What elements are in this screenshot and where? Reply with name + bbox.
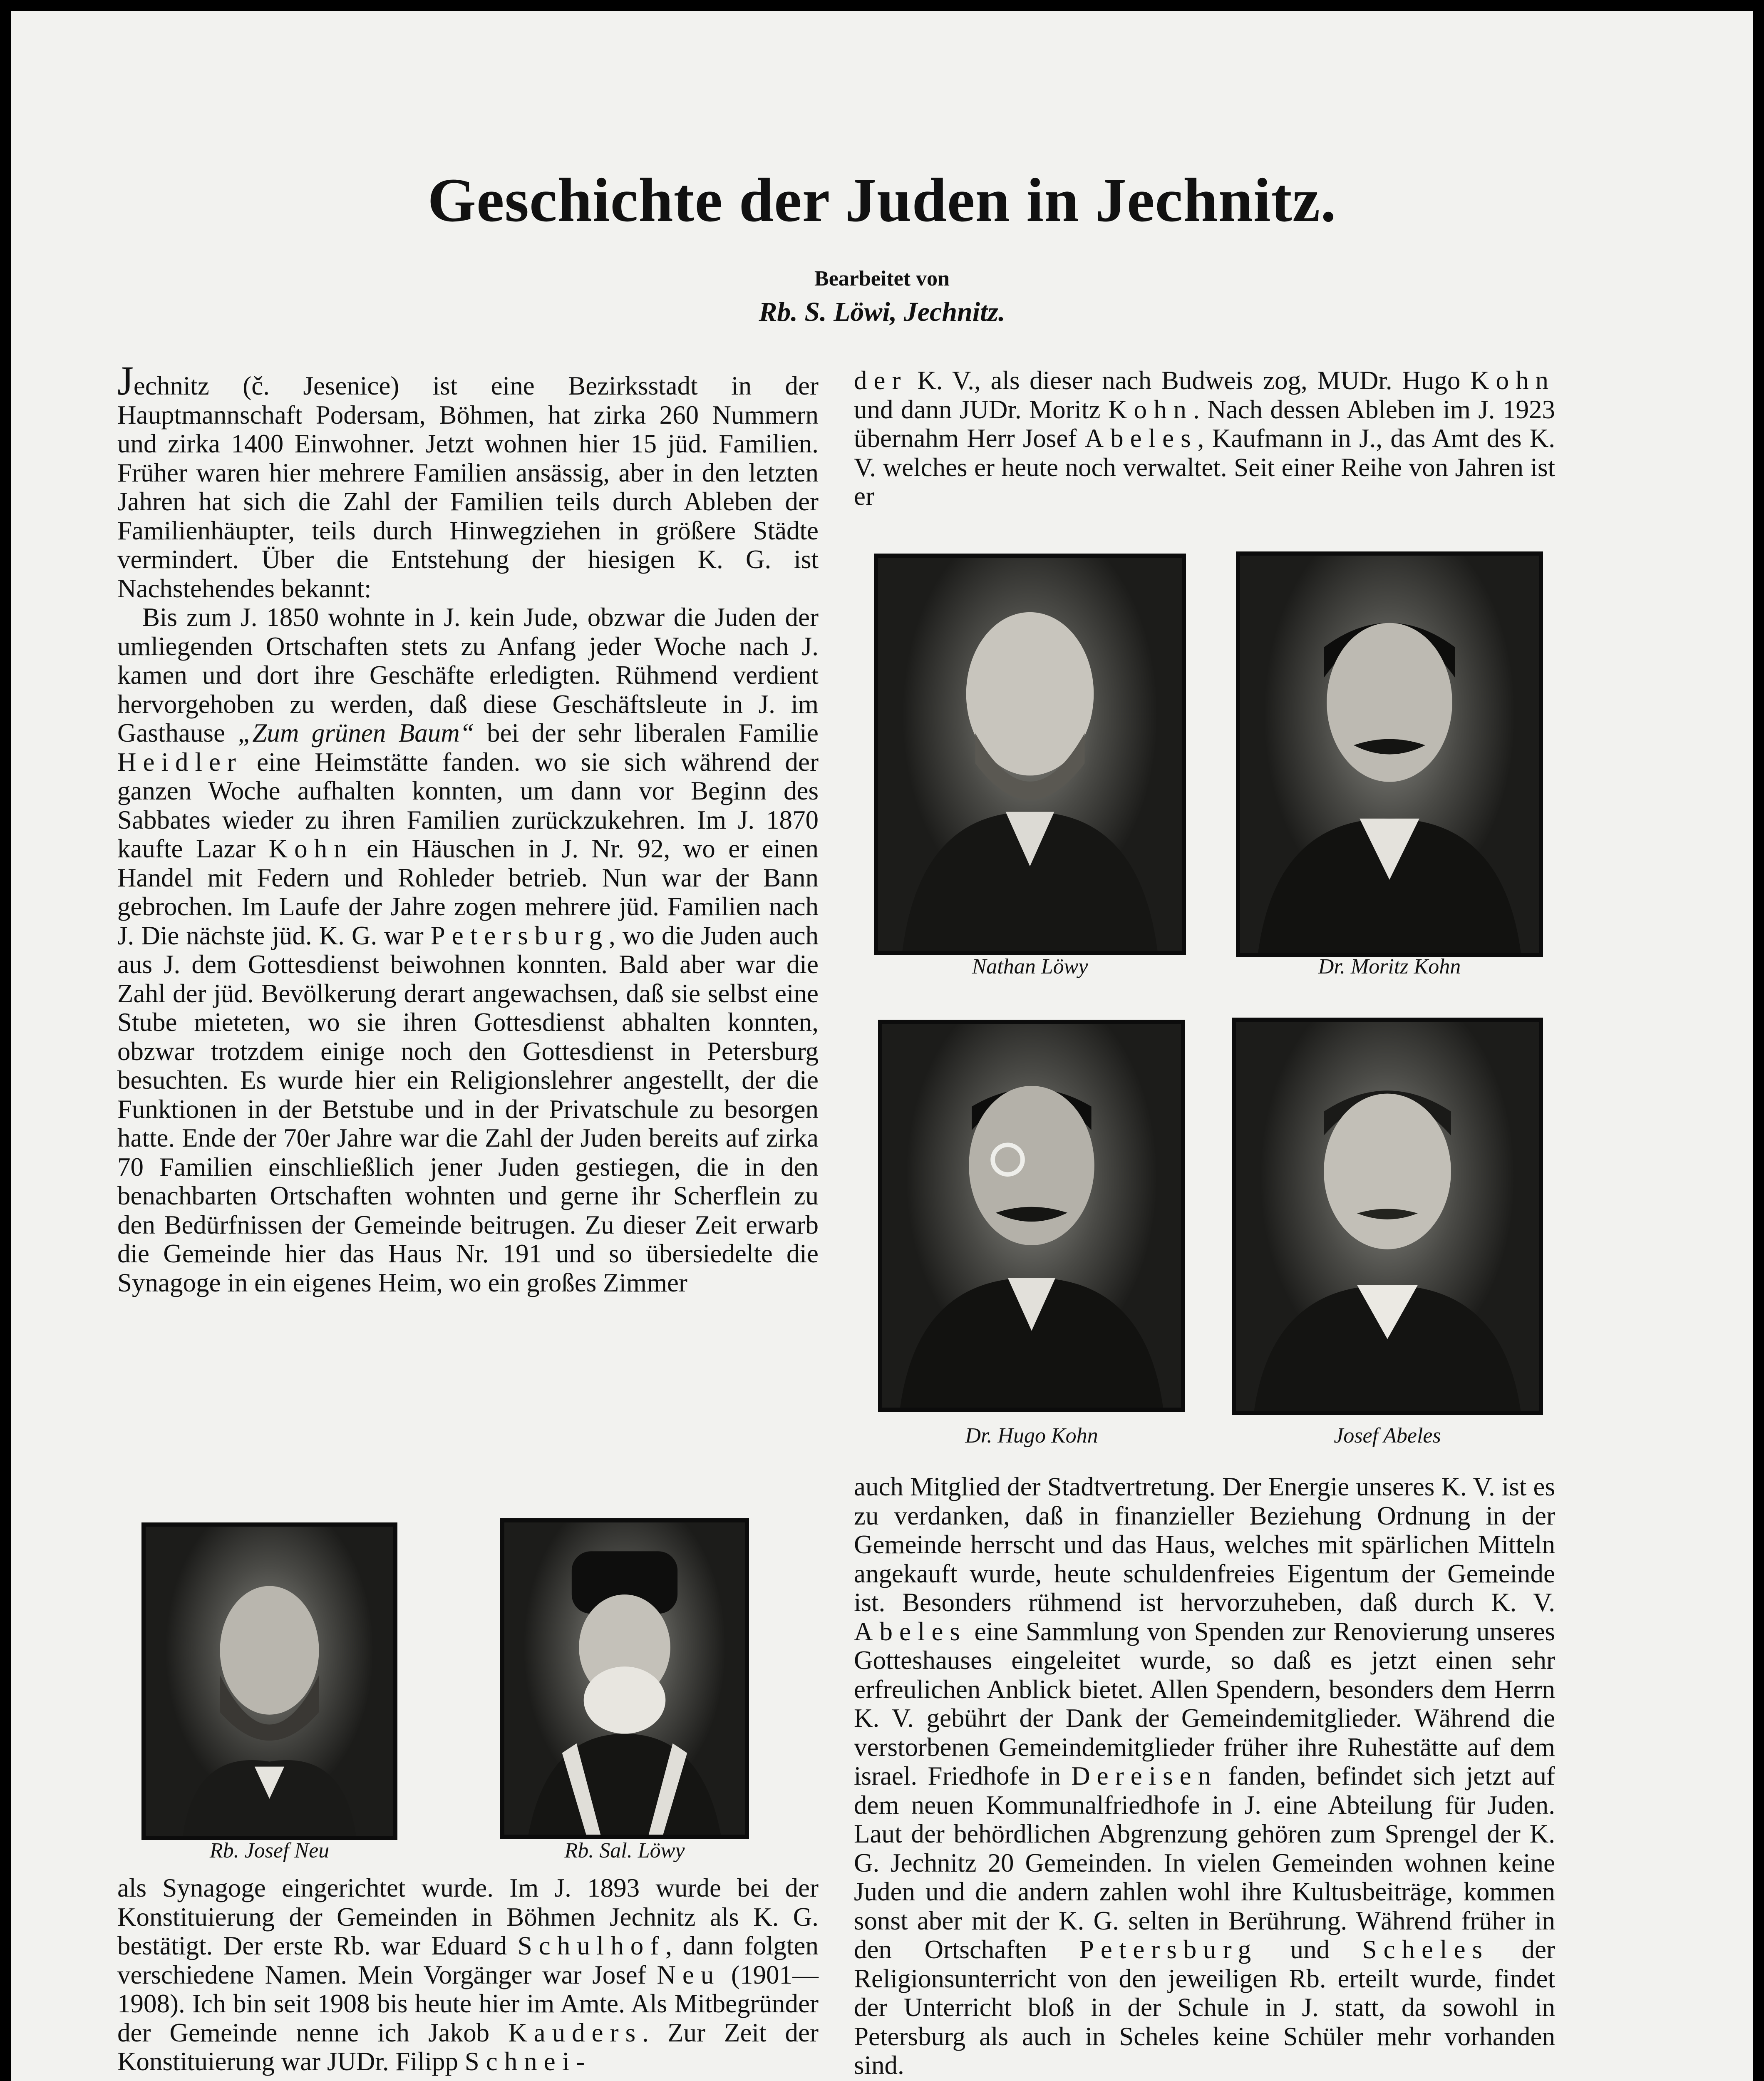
- portrait-moritz-kohn: [1236, 551, 1543, 957]
- column-1-bottom: [117, 1874, 819, 2076]
- portrait-sal-lowy: [500, 1518, 749, 1839]
- byline-label: Bearbeitet von: [814, 267, 950, 291]
- byline-author: Rb. S. Löwi, Jechnitz.: [759, 297, 1005, 327]
- caption-sal-lowy: Rb. Sal. Löwy: [564, 1839, 685, 1862]
- caption-hugo-kohn: Dr. Hugo Kohn: [965, 1424, 1098, 1448]
- article-title: Geschichte der Juden in Jechnitz.: [427, 166, 1337, 235]
- portrait-hugo-kohn: [878, 1020, 1185, 1412]
- caption-moritz-kohn: Dr. Moritz Kohn: [1318, 955, 1461, 978]
- column-2-top: [854, 366, 1555, 511]
- column-2-bottom: [854, 1473, 1555, 2080]
- paragraph-chairmen: der K. V., als dieser nach Budweis zog, MUDr. Hugo Kohn und dann JUDr. Moritz Kohn. Nach dessen Ableben im J. 1923 übernahm Herr Josef Abeles, Kaufmann in J., das Amt des K. V. welches er heute noch verwaltet. Seit einer Reihe von Jahren ist er: [854, 366, 1555, 511]
- portrait-josef-neu: [141, 1522, 397, 1840]
- paragraph-community: auch Mitglied der Stadtvertretung. Der Energie unseres K. V. ist es zu verdanken, daß in finanzieller Beziehung Ordnung in der Gemeinde herrscht und das Haus, welches mit spärlichen Mitteln angekauft wurde, heute schuldenfreies Eigentum der Gemeinde ist. Besonders rühmend ist hervorzuheben, daß durch K. V. Abeles eine Sammlung von Spenden zur Renovierung unseres Gotteshauses eingeleitet wurde, so daß es jetzt einen sehr erfreulichen Anblick bietet. Allen Spendern, besonders dem Herrn K. V. gebührt der Dank der Gemeindemitglieder. Während die verstorbenen Gemeindemitglieder früher ihre Ruhestätte auf dem israel. Friedhofe in Dereisen fanden, befindet sich jetzt auf dem neuen Kommunalfriedhofe in J. eine Abteilung für Juden. Laut der behördlichen Abgrenzung gehören zum Sprengel der K. G. Jechnitz 20 Gemeinden. In vielen Gemeinden wohnen keine Juden und die andern zahlen wohl ihre Kultusbeiträge, kommen sonst aber mit der K. G. selten in Berührung. Während früher in den Ortschaften Petersburg und Scheles der Religionsunterricht von den jeweiligen Rb. erteilt wurde, findet der Unterricht bloß in der Schule in J. statt, da sowohl in Petersburg als auch in Scheles keine Schüler mehr vorhanden sind.: [854, 1472, 1555, 2080]
- column-1-top: [117, 358, 819, 1297]
- caption-josef-abeles: Josef Abeles: [1334, 1424, 1441, 1448]
- caption-nathan-lowy: Nathan Löwy: [972, 955, 1088, 978]
- paragraph-history: Bis zum J. 1850 wohnte in J. kein Jude, obzwar die Juden der umliegenden Ortschaften stets zu Anfang jeder Woche nach J. kamen und dort ihre Geschäfte erledigten. Rühmend verdient hervorgehoben zu werden, daß diese Geschäftsleute in J. im Gasthause „Zum grünen Baum“ bei der sehr liberalen Familie Heidler eine Heimstätte fanden. wo sie sich während der ganzen Woche aufhalten konnten, um dann vor Beginn des Sabbates wieder zu ihren Familien zurückzukehren. Im J. 1870 kaufte Lazar Kohn ein Häuschen in J. Nr. 92, wo er einen Handel mit Federn und Rohleder betrieb. Nun war der Bann gebrochen. Im Laufe der Jahre zogen mehrere jüd. Familien nach J. Die nächste jüd. K. G. war Petersburg, wo die Juden auch aus J. dem Gottesdienst beiwohnen konnten. Bald aber war die Zahl der jüd. Bevölkerung derart angewachsen, daß sie selbst eine Stube mieteten, wo sie ihren Gottesdienst abhalten konnten, obzwar trotzdem einige noch den Gottesdienst in Petersburg besuchten. Es wurde hier ein Religionslehrer angestellt, der die Funktionen in der Betstube und in der Privatschule zu besorgen hatte. Ende der 70er Jahre war die Zahl der Juden bereits auf zirka 70 Familien einschließlich jener Juden gestiegen, die in den benachbarten Ortschaften wohnten und gerne ihr Scherflein zu den Bedürfnissen der Gemeinde beitrugen. Zu dieser Zeit erwarb die Gemeinde hier das Haus Nr. 191 und so übersiedelte die Synagoge in ein eigenes Heim, wo ein großes Zimmer: [117, 603, 819, 1297]
- portrait-nathan-lowy: [874, 554, 1186, 955]
- paragraph-intro: Jechnitz (č. Jesenice) ist eine Bezirksstadt in der Hauptmannschaft Podersam, Böhmen, hat zirka 260 Nummern und zirka 1400 Einwohner. Jetzt wohnen hier 15 jüd. Familien. Früher waren hier mehrere Familien ansässig, aber in den letzten Jahren hat sich die Zahl der Familien teils durch Ableben der Familienhäupter, teils durch Hinwegziehen in größere Städte vermindert. Über die Entstehung der hiesigen K. G. ist Nachstehendes bekannt:: [117, 358, 819, 603]
- paragraph-constitution: als Synagoge eingerichtet wurde. Im J. 1893 wurde bei der Konstituierung der Gemeinden in Böhmen Jechnitz als K. G. bestätigt. Der erste Rb. war Eduard Schulhof, dann folgten verschiedene Namen. Mein Vorgänger war Josef Neu (1901—1908). Ich bin seit 1908 bis heute hier im Amte. Als Mitbegründer der Gemeinde nenne ich Jakob Kauders. Zur Zeit der Konstituierung war JUDr. Filipp Schnei-: [117, 1873, 819, 2076]
- portrait-josef-abeles: [1232, 1018, 1543, 1415]
- caption-josef-neu: Rb. Josef Neu: [209, 1839, 330, 1862]
